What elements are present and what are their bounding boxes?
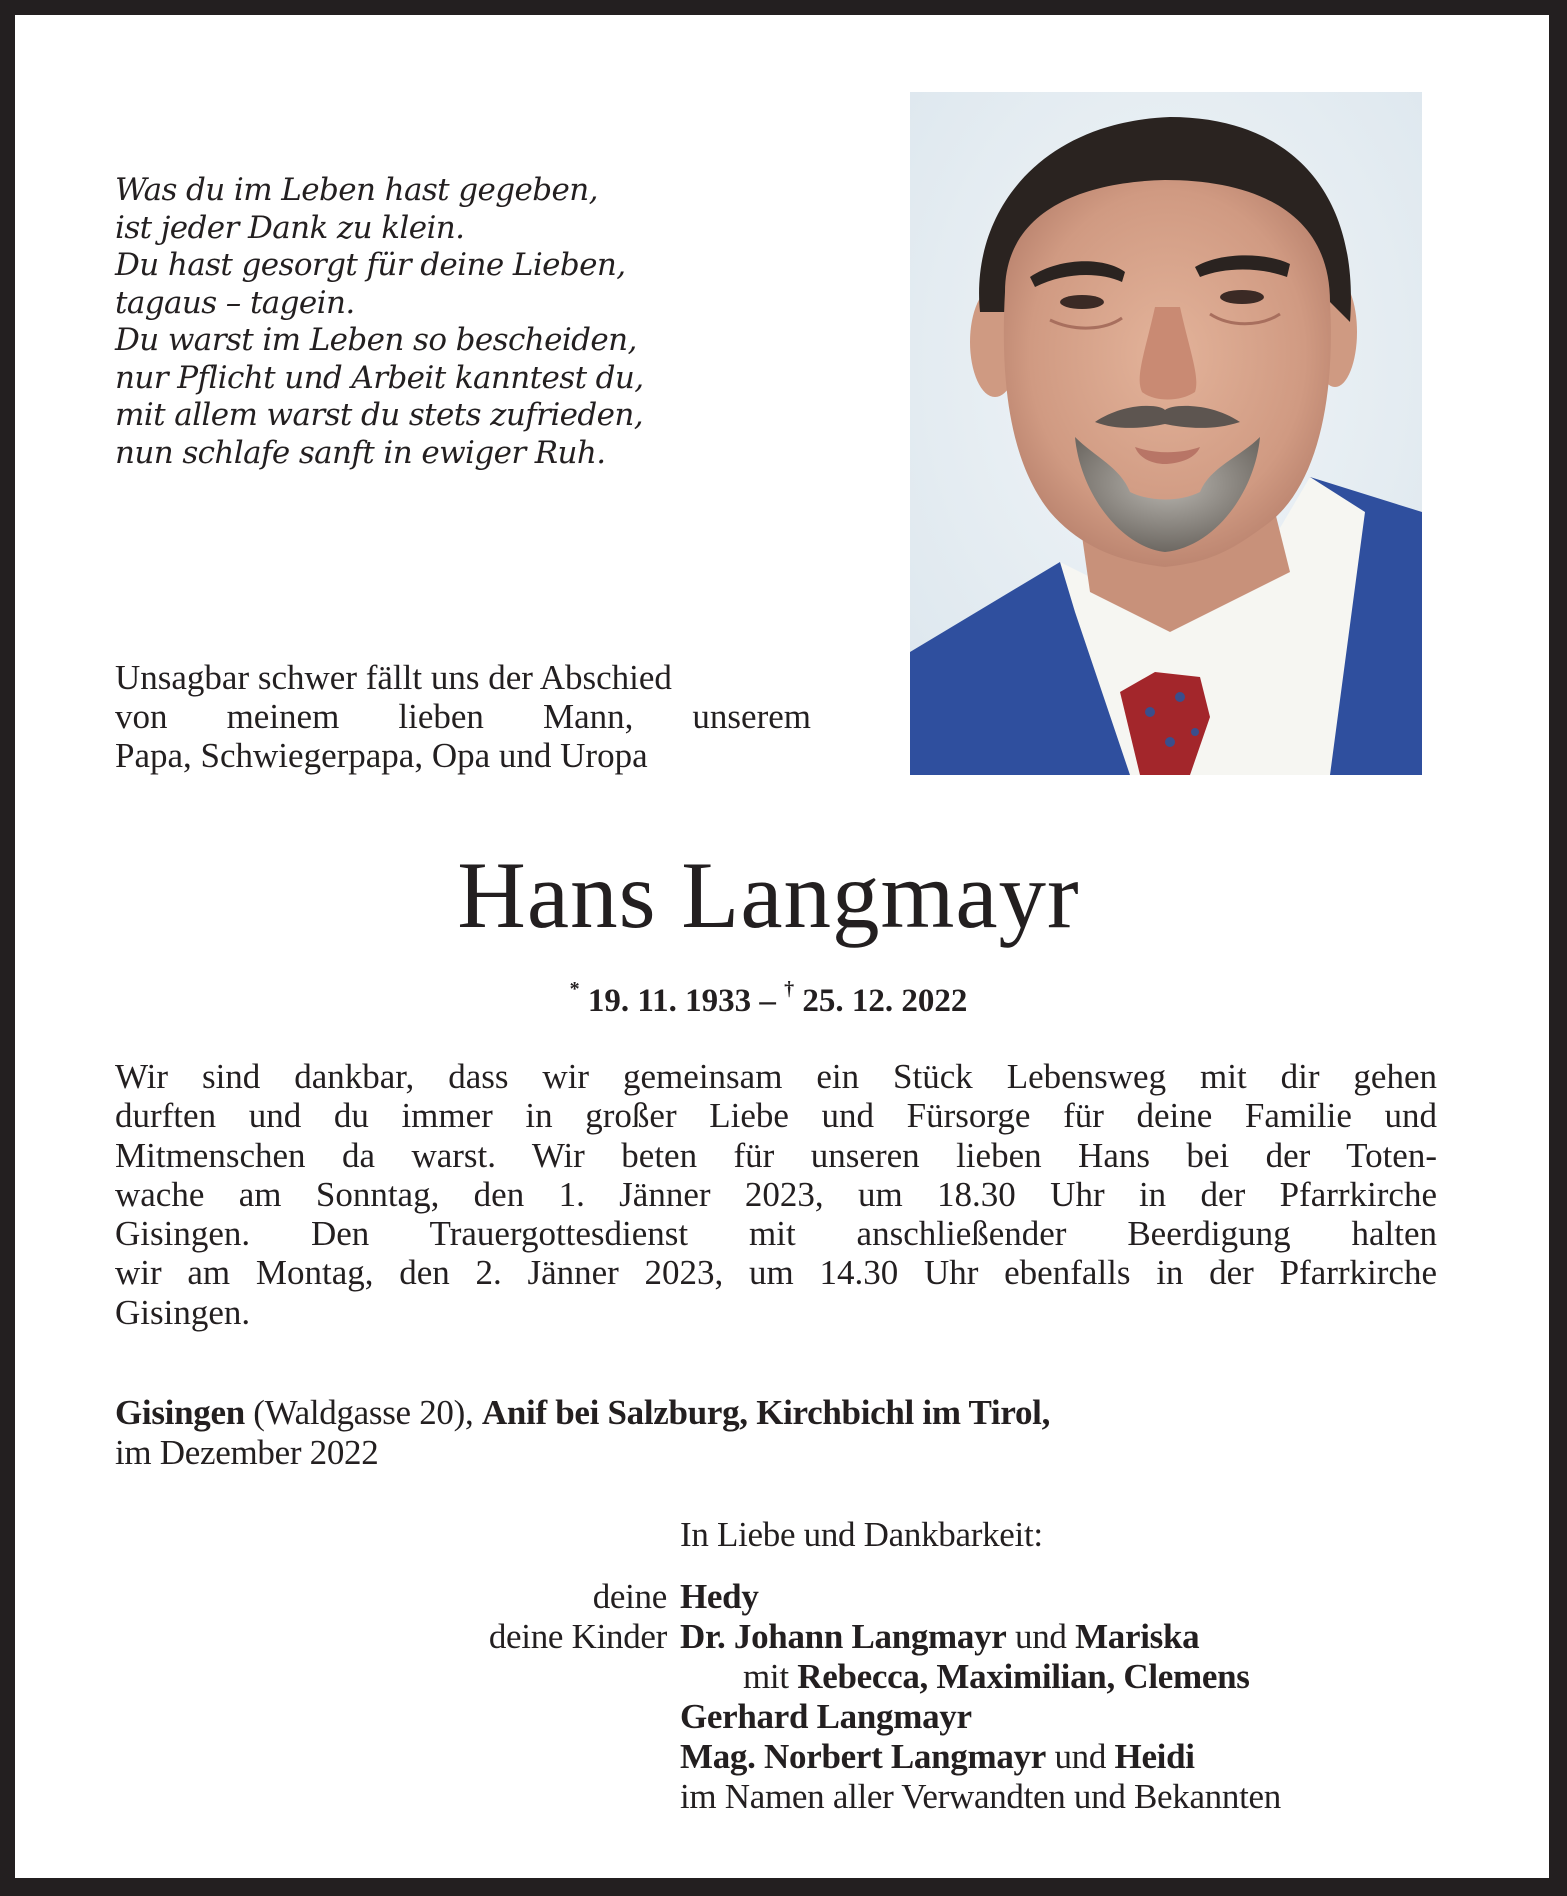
intro-line: von meinem lieben Mann, unserem: [115, 697, 811, 736]
place-gisingen: Gisingen: [115, 1393, 245, 1432]
grandchildren-row: [0, 1657, 1567, 1697]
conjunction: und: [1006, 1617, 1076, 1656]
message-line: Wir sind dankbar, dass wir gemeinsam ein Stück Lebensweg mit dir gehen: [115, 1057, 1437, 1096]
message-line: wache am Sonntag, den 1. Jänner 2023, um 18.30 Uhr in der Pfarrkirche: [115, 1174, 1437, 1214]
deceased-name: Hans Langmayr: [457, 842, 1080, 948]
message-line: Mitmenschen da warst. Wir beten für unseren lieben Hans bei der Toten-: [115, 1135, 1437, 1175]
partner-name: Mariska: [1075, 1617, 1200, 1656]
portrait-photo: [910, 92, 1422, 775]
partner-name: Heidi: [1114, 1737, 1195, 1776]
child-name: Mag. Norbert Langmayr: [680, 1737, 1046, 1776]
life-dates: [0, 973, 1552, 1021]
places-line: [115, 1393, 1050, 1433]
portrait-photo-icon: [910, 92, 1422, 775]
poem-line: Was du im Leben hast gegeben,: [115, 172, 598, 208]
children-row: [0, 1617, 1567, 1657]
birth-symbol: *: [569, 978, 580, 1000]
closing-text: im Namen aller Verwandten und Bekannten: [680, 1777, 1281, 1816]
memorial-poem: [115, 172, 644, 472]
child-row: [0, 1737, 1567, 1777]
child-row: [0, 1697, 1567, 1737]
conjunction: und: [1046, 1737, 1115, 1776]
spouse-label: deine: [592, 1577, 667, 1616]
poem-line: Du warst im Leben so bescheiden,: [115, 322, 637, 358]
grandchildren-prefix: mit: [743, 1657, 798, 1696]
signoff-block: [0, 1515, 1567, 1817]
intro-line: Unsagbar schwer fällt uns der Abschied: [115, 658, 672, 697]
poem-line: mit allem warst du stets zufrieden,: [115, 397, 644, 433]
spouse-name: Hedy: [680, 1577, 759, 1616]
places-block: [115, 1393, 1050, 1473]
intro-line: Papa, Schwiegerpapa, Opa und Uropa: [115, 736, 648, 775]
death-symbol: †: [784, 978, 795, 1000]
date-separator: –: [751, 983, 785, 1019]
child-name: Dr. Johann Langmayr: [680, 1617, 1007, 1656]
message-line: wir am Montag, den 2. Jänner 2023, um 14.30 Uhr ebenfalls in der Pfarrkirche: [115, 1253, 1437, 1293]
child-name: Gerhard Langmayr: [680, 1697, 972, 1736]
birth-date: 19. 11. 1933: [587, 983, 752, 1019]
intro-text: [115, 658, 811, 775]
grandchildren-names: Rebecca, Maximilian, Clemens: [797, 1657, 1250, 1696]
poem-line: ist jeder Dank zu klein.: [115, 209, 465, 246]
closing-row: [0, 1777, 1567, 1817]
spouse-row: [0, 1577, 1567, 1617]
signoff-heading: In Liebe und Dankbarkeit:: [680, 1515, 1043, 1554]
poem-line: nun schlafe sanft in ewiger Ruh.: [115, 434, 606, 471]
message-text: [115, 1057, 1437, 1332]
poem-line: nur Pflicht und Arbeit kanntest du,: [115, 359, 644, 396]
children-label: deine Kinder: [488, 1617, 667, 1656]
death-date: 25. 12. 2022: [802, 983, 968, 1019]
other-places: Anif bei Salzburg, Kirchbichl im Tirol,: [481, 1393, 1051, 1432]
message-line: Gisingen. Den Trauergottesdienst mit anschließender Beerdigung halten: [115, 1214, 1437, 1254]
poem-line: Du hast gesorgt für deine Lieben,: [115, 247, 626, 283]
poem-line: tagaus – tagein.: [115, 284, 355, 321]
date-line: im Dezember 2022: [115, 1433, 379, 1472]
message-line: Gisingen.: [115, 1292, 251, 1332]
address: (Waldgasse 20),: [244, 1393, 482, 1432]
message-line: durften und du immer in großer Liebe und Fürsorge für deine Familie und: [115, 1096, 1437, 1136]
signoff-heading-row: [0, 1515, 1567, 1555]
